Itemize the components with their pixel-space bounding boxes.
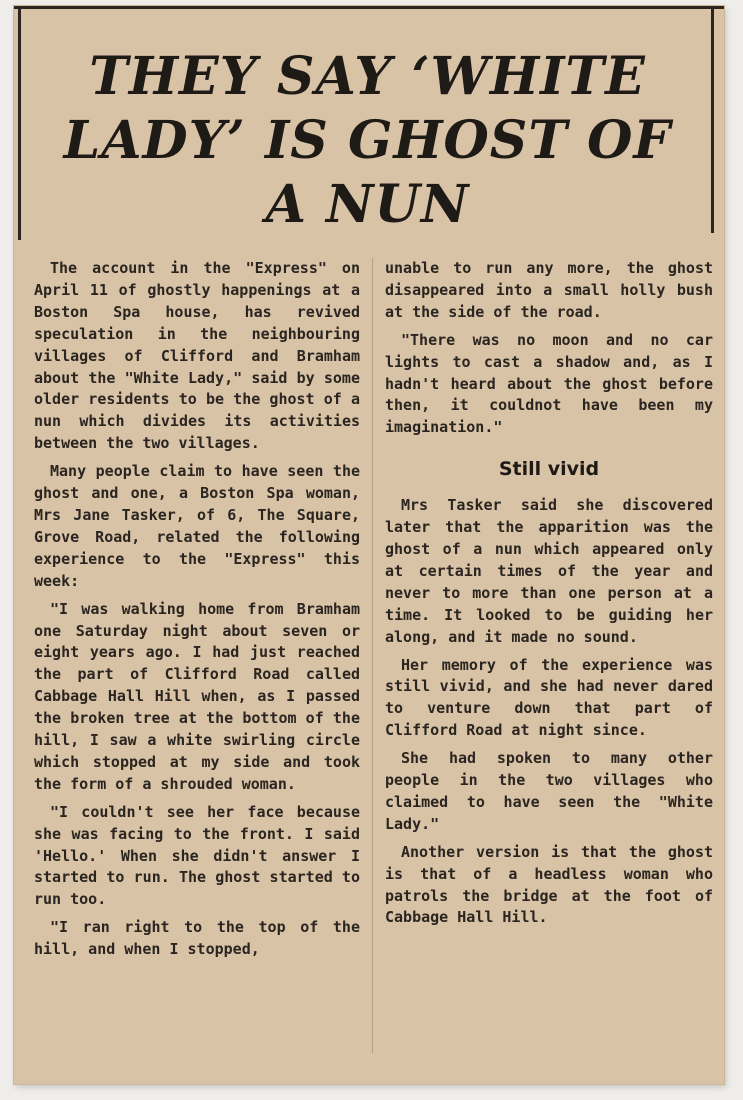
left-border-rule	[18, 8, 21, 240]
column-divider	[372, 258, 373, 1053]
paragraph: Many people claim to have seen the ghost and one, a Boston Spa woman, Mrs Jane Tasker, of 6, The Square, Grove Road, related the following experience to the "Express" this week:	[34, 462, 360, 590]
paragraph: Her memory of the experience was still vivid, and she had never dared to venture down that part of Clifford Road at night since.	[385, 655, 713, 740]
paragraph: "I was walking home from Bramham one Saturday night about seven or eight years ago. I had just reached the part of Clifford Road called Cabbage Hall Hill when, as I passed the broken tree at the bottom of the hill, I saw a white swirling circle which stopped at my side and took the form of a shrouded woman.	[34, 599, 360, 793]
right-border-rule	[711, 8, 714, 233]
headline: THEY SAY ‘WHITE LADY’ IS GHOST OF A NUN	[63, 46, 672, 235]
paragraph: She had spoken to many other people in the two villages who claimed to have seen the "White Lady."	[385, 749, 713, 833]
paragraph: unable to run any more, the ghost disappeared into a small holly bush at the side of the road.	[385, 259, 713, 321]
paragraph: "There was no moon and no car lights to cast a shadow and, as I hadn't heard about the ghost before then, it couldnot have been my imagination."	[385, 330, 713, 437]
paragraph: "I couldn't see her face because she was facing to the front. I said 'Hello.' When she didn't answer I started to run. The ghost started to run too.	[34, 802, 360, 909]
paragraph: "I ran right to the top of the hill, and when I stopped,	[34, 918, 360, 959]
right-column	[385, 258, 713, 935]
paragraph: The account in the "Express" on April 11 of ghostly happenings at a Boston Spa house, has revived speculation in the neighbouring villages of Clifford and Bramham about the "White Lady," said by some older residents to be the ghost of a nun which divides its activities between the two villages.	[34, 259, 360, 453]
paragraph: Mrs Tasker said she discovered later that the apparition was the ghost of a nun which appeared only at certain times of the year and never to more than one person at a time. It looked to be guiding her along, and it made no sound.	[385, 496, 713, 646]
paragraph: Another version is that the ghost is that of a headless woman who patrols the bridge at the foot of Cabbage Hall Hill.	[385, 842, 713, 927]
subheading: Still vivid	[498, 458, 600, 481]
left-column	[34, 258, 360, 967]
